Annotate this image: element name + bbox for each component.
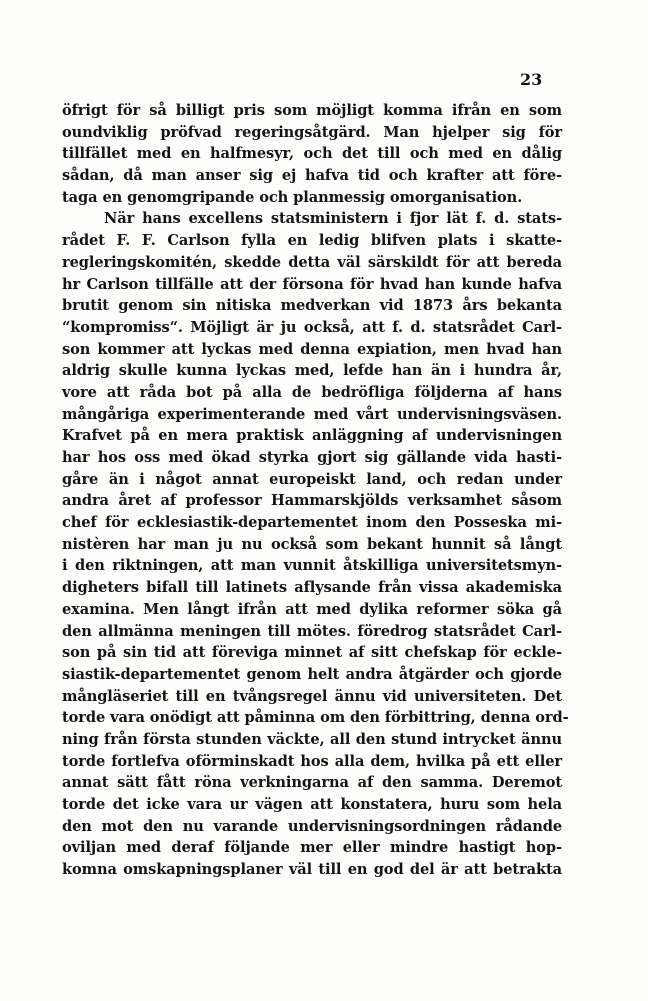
text-line: vore att råda bot på alla de bedröfliga följderna af hans bbox=[62, 383, 562, 401]
text-line: annat sätt fått röna verkningarna af den samma. Deremot bbox=[62, 774, 562, 792]
text-line: tillfället med en halfmesyr, och det till och med en dålig bbox=[62, 145, 562, 163]
text-line: den allmänna meningen till mötes. föredrog statsrådet Carl- bbox=[62, 622, 562, 640]
text-line: “kompromiss“. Möjligt är ju också, att f. d. statsrådet Carl- bbox=[62, 318, 562, 336]
text-line: son på sin tid att föreviga minnet af sitt chefskap för eckle- bbox=[62, 644, 562, 662]
text-line: gåre än i något annat europeiskt land, och redan under bbox=[62, 470, 562, 488]
text-line: regleringskomitén, skedde detta väl särskildt för att bereda bbox=[62, 253, 562, 271]
text-line: komna omskapningsplaner väl till en god del är att betrakta bbox=[62, 861, 562, 879]
body-text bbox=[62, 100, 569, 881]
text-line: ning från första stunden väckte, all den stund intrycket ännu bbox=[62, 730, 562, 748]
text-line: mångläseriet till en tvångsregel ännu vid universiteten. Det bbox=[62, 687, 562, 705]
text-line: son kommer att lyckas med denna expiation, men hvad han bbox=[62, 340, 562, 358]
text-line: hr Carlson tillfälle att der försona för hvad han kunde hafva bbox=[62, 275, 562, 293]
text-line: sådan, då man anser sig ej hafva tid och krafter att före- bbox=[62, 167, 562, 185]
text-line: chef för ecklesiastik-departementet inom den Posseska mi- bbox=[62, 514, 562, 532]
text-line: taga en genomgripande och planmessig omorganisation. bbox=[62, 188, 523, 206]
text-line: den mot den nu varande undervisningsordningen rådande bbox=[62, 817, 562, 835]
text-line: oundviklig pröfvad regeringsåtgärd. Man hjelper sig för bbox=[62, 123, 562, 141]
text-line: andra året af professor Hammarskjölds verksamhet såsom bbox=[62, 492, 562, 510]
text-line: torde det icke vara ur vägen att konstatera, huru som hela bbox=[62, 796, 562, 813]
text-line: examina. Men långt ifrån att med dylika reformer söka gå bbox=[62, 600, 562, 618]
text-line: aldrig skulle kunna lyckas med, lefde han än i hundra år, bbox=[62, 362, 562, 380]
text-line: oviljan med deraf följande mer eller mindre hastigt hop- bbox=[62, 839, 562, 857]
text-line: Krafvet på en mera praktisk anläggning af undervisningen bbox=[62, 427, 562, 445]
text-line: öfrigt för så billigt pris som möjligt komma ifrån en som bbox=[62, 102, 562, 119]
text-line: mångåriga experimenterande med vårt undervisningsväsen. bbox=[62, 405, 562, 423]
text-line: siastik-departementet genom helt andra åtgärder och gjorde bbox=[62, 665, 562, 683]
text-line: rådet F. F. Carlson fylla en ledig blifven plats i skatte- bbox=[62, 232, 562, 250]
text-line: När hans excellens statsministern i fjor lät f. d. stats- bbox=[104, 210, 562, 228]
text-line: torde vara onödigt att påminna om den förbittring, denna ord- bbox=[62, 709, 569, 727]
text-line: nistèren har man ju nu också som bekant hunnit så långt bbox=[62, 535, 562, 553]
page-number: 23 bbox=[520, 70, 543, 89]
text-line: har hos oss med ökad styrka gjort sig gällande vida hasti- bbox=[62, 449, 562, 466]
text-line: brutit genom sin nitiska medverkan vid 1873 års bekanta bbox=[62, 297, 562, 315]
text-line: i den riktningen, att man vunnit åtskilliga universitetsmyn- bbox=[62, 557, 562, 575]
text-line: digheters bifall till latinets aflysande från vissa akademiska bbox=[62, 579, 562, 597]
text-line: torde fortlefva oförminskadt hos alla dem, hvilka på ett eller bbox=[62, 752, 562, 770]
